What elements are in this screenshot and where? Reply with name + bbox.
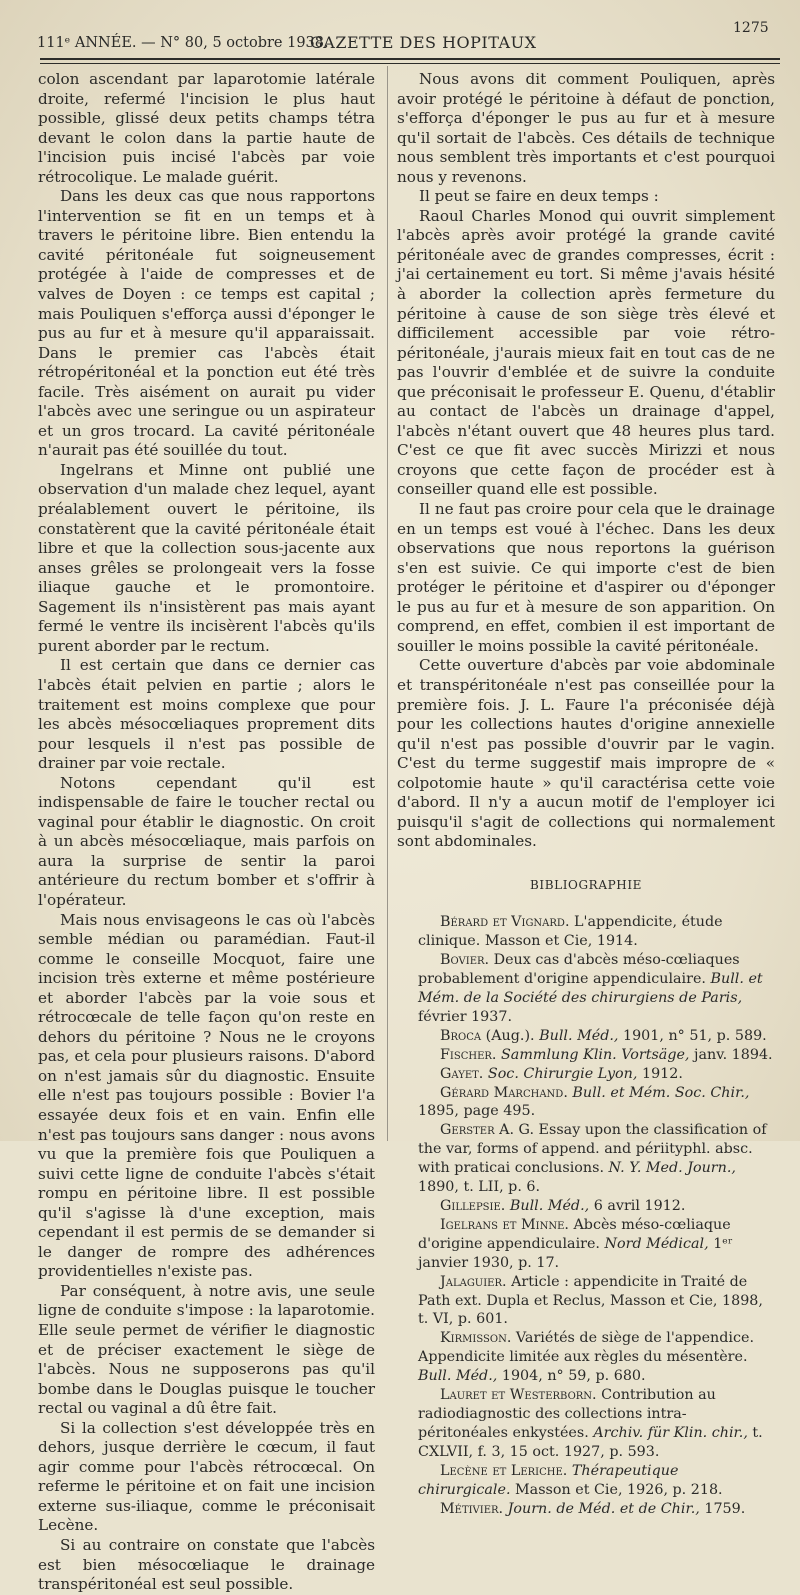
bibliography-author: Fischer. — [440, 1046, 497, 1063]
column-divider — [387, 66, 388, 1141]
paragraph: Raoul Charles Monod qui ouvrit simplement l'abcès après avoir protégé la grande cavité péritonéale avec de grandes compresses, écrit : j'ai certainement eu tort. Si même j'avais hésité à aborder la collection après fermeture du péritoine à cause de son siège très élevé et difficilement accessible par voie rétro-péritonéale, j'aurais mieux fait en tout cas de ne pas l'ouvrir d'emblée et de suivre la conduite que préconisait le professeur E. Quenu, d'établir au contact de l'abcès un drainage d'appel, l'abcès n'étant ouvert que 48 heures plus tard. C'est ce que fit avec succès Mirizzi et nous croyons que cette façon de procéder est à conseiller quand elle est possible. — [397, 206, 775, 499]
bibliography-details: 1912. — [637, 1065, 683, 1082]
bibliography-entry — [397, 1197, 775, 1216]
bibliography-entry — [397, 1500, 775, 1519]
bibliography-source: N. Y. Med. Journ., — [608, 1160, 736, 1177]
bibliography-source: Bull. Méd., — [539, 1027, 619, 1044]
header-rule-thin — [40, 63, 780, 64]
bibliography-source: Sammlung Klin. Vortsäge, — [501, 1046, 690, 1063]
bibliography-details: 1759. — [699, 1500, 746, 1517]
bibliography-entry — [397, 1121, 775, 1197]
bibliography-source: Journ. de Méd. et de Chir., — [507, 1500, 700, 1517]
bibliography-entry — [397, 1216, 775, 1273]
bibliography-author: Jalaguier. — [440, 1273, 507, 1290]
journal-title: GAZETTE DES HOPITAUX — [310, 33, 537, 52]
paragraph: Par conséquent, à notre avis, une seule ligne de conduite s'impose : la laparotomie. Elle seule permet de vérifier le diagnostic et de préciser exactement le siège de l'abcès. Nous ne supposerons pas qu'il bombe dans le Douglas puisque le toucher rectal ou vaginal a dû être fait. — [38, 1281, 375, 1418]
bibliography-source: Bull. Méd., — [509, 1198, 590, 1215]
bibliography-source: Bull. et Mém. Soc. Chir., — [572, 1084, 750, 1101]
bibliography-entry — [397, 1027, 775, 1046]
bibliography-details: t. CXLVII, f. 3, 15 oct. 1927, p. 593. — [418, 1424, 763, 1460]
bibliography-details: janv. 1894. — [689, 1046, 773, 1063]
bibliography-author: Igelrans et Minne. — [440, 1216, 569, 1233]
bibliography-text: Contribution au radiodiagnostic des collections intra-péritonéales enkystées. — [418, 1387, 716, 1441]
bibliography-source: Bull. et Mém. de la Société des chirurgiens de Paris, — [418, 971, 763, 1007]
bibliography-entry — [397, 1273, 775, 1330]
bibliography-entry — [397, 1462, 775, 1500]
paragraph: Cette ouverture d'abcès par voie abdominale et transpéritonéale n'est pas conseillée pour la première fois. J. L. Faure l'a préconisée déjà pour les collections hautes d'origine annexielle qu'il n'est pas possible d'ouvrir par le vagin. C'est du terme suggestif mais impropre de « colpotomie haute » qu'il caractérisa cette voie d'abord. Il n'y a aucun motif de l'employer ici puisqu'il s'agit de collections qui normalement sont abdominales. — [397, 656, 775, 851]
page-header — [0, 0, 800, 60]
paragraph: Mais nous envisageons le cas où l'abcès semble médian ou paramédian. Faut-il comme le conseille Mocquot, faire une incision très externe et même postérieure et aborder l'abcès par la voie sous et rétrocœcale de telle façon qu'on reste en dehors du péritoine ? Nous ne le croyons pas, et cela pour plusieurs raisons. D'abord on n'est jamais sûr du diagnostic. Ensuite elle n'est pas toujours possible : Bovier l'a essayée deux fois et en vain. Enfin elle n'est pas toujours sans danger : nous avons vu que la première fois que Pouliquen a suivi cette ligne de conduite l'abcès s'était rompu en péritoine libre. Il est possible qu'il s'agisse là d'une exception, mais cependant il est permis de se demander si le danger de rompre des adhérences providentielles n'existe pas. — [38, 910, 375, 1281]
bibliography-author: Gerster A. G. — [440, 1122, 535, 1139]
bibliography-details: 1ᵉʳ janvier 1930, p. 17. — [418, 1235, 733, 1271]
bibliography-text: Abcès méso-cœliaque d'origine appendiculaire. — [418, 1216, 731, 1252]
bibliography-details: 1895, page 495. — [418, 1103, 536, 1120]
bibliography-text: Deux cas d'abcès méso-cœliaques probablement d'origine appendiculaire. — [418, 952, 740, 988]
paragraph: Si au contraire on constate que l'abcès est bien mésocœliaque le drainage transpéritonéal est seul possible. — [38, 1536, 375, 1594]
paragraph: Nous avons dit comment Pouliquen, après avoir protégé le péritoine à défaut de ponction, s'efforça d'éponger le pus au fur et à mesure qu'il sortait de l'abcès. Ces détails de technique nous semblent très importants et c'est pourquoi nous y revenons. — [397, 70, 775, 186]
bibliography-details: 6 avril 1912. — [589, 1198, 686, 1215]
bibliography-entry — [397, 913, 775, 951]
bibliography-author: Lauret et Westerborn. — [440, 1387, 597, 1404]
right-column — [397, 70, 775, 1518]
bibliography-details: Masson et Cie, 1926, p. 218. — [510, 1481, 723, 1498]
bibliography-author: Lecène et Leriche. — [440, 1462, 568, 1479]
bibliography-details: 1904, n° 59, p. 680. — [497, 1368, 646, 1385]
issue-line: 111ᵉ ANNÉE. — N° 80, 5 octobre 1938. — [37, 35, 329, 51]
bibliography-author: Bovier. — [440, 952, 490, 969]
bibliography-source: Bull. Méd., — [418, 1368, 498, 1385]
bibliography-list — [397, 913, 775, 1518]
paragraph: Il est certain que dans ce dernier cas l'abcès était pelvien en partie ; alors le traitement est moins complexe que pour les abcès mésocœliaques proprement dits pour lesquels il n'est pas possible de drainer par voie rectale. — [38, 656, 375, 773]
bibliography-details: 1890, t. LII, p. 6. — [418, 1179, 541, 1196]
paragraph: Notons cependant qu'il est indispensable de faire le toucher rectal ou vaginal pour établir le diagnostic. On croit à un abcès mésocœliaque, mais parfois on aura la surprise de sentir la paroi antérieure du rectum bomber et s'offrir à l'opérateur. — [38, 773, 375, 909]
bibliography-source: Thérapeutique chirurgicale. — [418, 1462, 679, 1498]
header-rule-thick — [40, 58, 780, 60]
bibliography-author: Gayet. — [440, 1065, 484, 1082]
bibliography-entry — [397, 1046, 775, 1065]
bibliography-entry — [397, 1329, 775, 1386]
bibliography-text: Variétés de siège de l'appendice. Appendicite limitée aux règles du mésentère. — [418, 1330, 754, 1366]
bibliography-author: Gillepsie. — [440, 1198, 506, 1215]
bibliography-author: Kirmisson. — [440, 1330, 512, 1347]
bibliography-author: Bérard et Vignard. — [440, 914, 570, 931]
bibliography-author: Métivier. — [440, 1500, 504, 1517]
bibliography-details: 1901, n° 51, p. 589. — [618, 1027, 767, 1044]
bibliography-title: BIBLIOGRAPHIE — [529, 877, 643, 892]
paragraph: Dans les deux cas que nous rapportons l'intervention se fit en un temps et à travers le péritoine libre. Bien entendu la cavité péritonéale fut soigneusement protégée à l'aide de compresses et de valves de Doyen : ce temps est capital ; mais Pouliquen s'efforça aussi d'éponger le pus au fur et à mesure qu'il apparaissait. Dans le premier cas l'abcès était rétropéritonéal et la ponction eut été très facile. Très aisément on aurait pu vider l'abcès avec une seringue ou un aspirateur et un gros trocard. La cavité péritonéale n'aurait pas été souillée du tout. — [38, 187, 375, 460]
left-column — [38, 70, 375, 1595]
paragraph: Si la collection s'est développée très en dehors, jusque derrière le cœcum, il faut agir comme pour l'abcès rétrocœcal. On referme le péritoine et on fait une incision externe sus-iliaque, comme le préconisait Lecène. — [38, 1418, 375, 1535]
bibliography-entry — [397, 1065, 775, 1084]
bibliography-source: Archiv. für Klin. chir., — [593, 1424, 748, 1441]
bibliography-source: Soc. Chirurgie Lyon, — [487, 1065, 638, 1082]
bibliography-source: Nord Médical, — [604, 1235, 709, 1252]
paragraph: Ingelrans et Minne ont publié une observation d'un malade chez lequel, ayant préalablement ouvert le péritoine, ils constatèrent que la cavité péritonéale était libre et que la collection sous-jacente aux anses grêles se prolongeait vers la fosse iliaque gauche et le promontoire. Sagement ils n'insistèrent pas mais ayant fermé le ventre ils incisèrent l'abcès qu'ils purent aborder par le rectum. — [38, 460, 375, 655]
bibliography-details: février 1937. — [418, 1008, 513, 1025]
paragraph: colon ascendant par laparotomie latérale droite, refermé l'incision le plus haut possible, glissé deux petits champs tétra devant le colon dans la partie haute de l'incision puis incisé l'abcès par voie rétrocolique. Le malade guérit. — [38, 70, 375, 186]
bibliography-text: Article : appendicite in Traité de Path ext. Dupla et Reclus, Masson et Cie, 1898, t. VI, p. 601. — [418, 1273, 763, 1328]
bibliography-text: Essay upon the classification of the var, forms of append. and périityphl. absc. with praticai conclusions. — [418, 1122, 767, 1177]
paragraph: Il peut se faire en deux temps : — [419, 187, 659, 206]
bibliography-entry — [397, 951, 775, 1027]
bibliography-entry — [397, 1386, 775, 1462]
bibliography-text: L'appendicite, étude clinique. Masson et Cie, 1914. — [418, 914, 723, 950]
bibliography-entry — [397, 1084, 775, 1122]
bibliography-author: Broca — [440, 1027, 482, 1044]
bibliography-author: Gérard Marchand. — [440, 1084, 568, 1101]
bibliography-text: (Aug.). — [481, 1027, 540, 1044]
page-number: 1275 — [733, 20, 769, 36]
paragraph: Il ne faut pas croire pour cela que le drainage en un temps est voué à l'échec. Dans les deux observations que nous reportons la guérison s'en est suivie. Ce qui importe c'est de bien protéger le péritoine et d'aspirer ou d'éponger le pus au fur et à mesure de son apparition. On comprend, en effet, combien il est important de souiller le moins possible la cavité péritonéale. — [397, 500, 775, 655]
